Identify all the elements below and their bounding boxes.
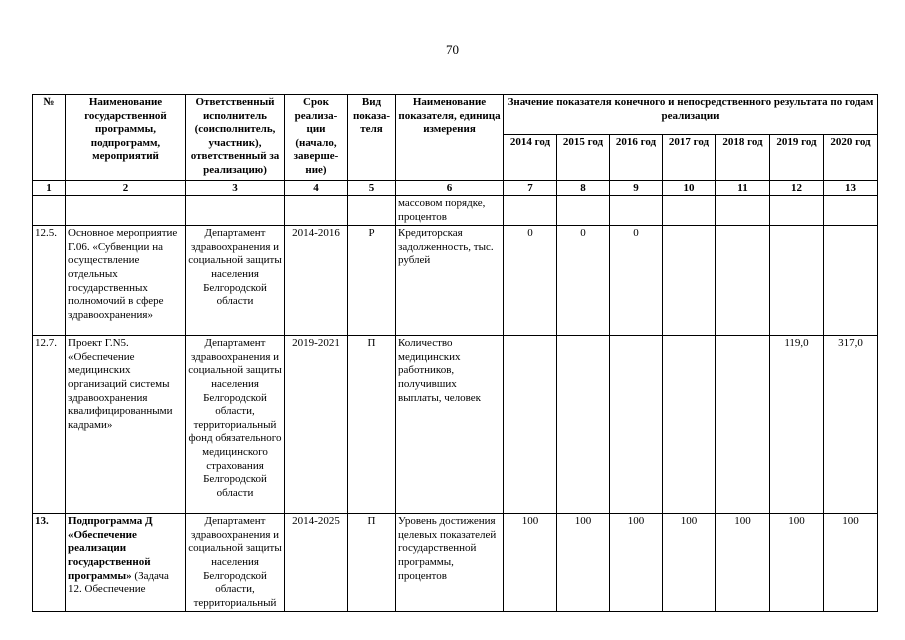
header-year: 2016 год [610, 135, 663, 181]
row-value [824, 196, 878, 226]
row-value [716, 196, 770, 226]
column-number: 4 [285, 181, 348, 196]
row-no: 13. [33, 514, 66, 612]
page-number: 70 [446, 42, 459, 57]
column-number: 6 [396, 181, 504, 196]
row-indicator: Количество медицинских работников, получивших выплаты, человек [396, 336, 504, 514]
row-type: П [348, 514, 396, 612]
column-number: 1 [33, 181, 66, 196]
column-number: 8 [557, 181, 610, 196]
table-row [33, 196, 878, 226]
column-number: 5 [348, 181, 396, 196]
row-name: Проект Г.N5. «Обеспечение медицинских организаций системы здравоохранения квалифицированными кадрами» [66, 336, 186, 514]
header-type: Вид показа-теля [348, 95, 396, 181]
row-value: 0 [610, 226, 663, 336]
column-number: 10 [663, 181, 716, 196]
column-number: 2 [66, 181, 186, 196]
header-row [33, 95, 878, 135]
header-values: Значение показателя конечного и непосредственного результата по годам реализации [504, 95, 878, 135]
row-period [285, 196, 348, 226]
row-indicator: Кредиторская задолженность, тыс. рублей [396, 226, 504, 336]
row-value: 119,0 [770, 336, 824, 514]
row-value: 100 [770, 514, 824, 612]
row-value: 100 [557, 514, 610, 612]
row-name [66, 196, 186, 226]
column-number-row [33, 181, 878, 196]
row-name-bold: Подпрограмма Д «Обеспечение реализации государственной программы» [68, 515, 153, 582]
row-value: 100 [610, 514, 663, 612]
row-value: 0 [557, 226, 610, 336]
row-period: 2019-2021 [285, 336, 348, 514]
row-responsible [186, 196, 285, 226]
row-value: 100 [716, 514, 770, 612]
program-indicators-table [32, 94, 878, 612]
header-responsible: Ответственный исполнитель (соисполнитель, участник), ответственный за реализацию) [186, 95, 285, 181]
row-value [504, 196, 557, 226]
table-row [33, 226, 878, 336]
row-no [33, 196, 66, 226]
column-number: 12 [770, 181, 824, 196]
row-type [348, 196, 396, 226]
row-value [824, 226, 878, 336]
row-value [770, 226, 824, 336]
row-value [663, 336, 716, 514]
header-year: 2017 год [663, 135, 716, 181]
row-type: Р [348, 226, 396, 336]
column-number: 3 [186, 181, 285, 196]
header-period: Срок реализа-ции (начало, заверше-ние) [285, 95, 348, 181]
row-value [557, 336, 610, 514]
row-name: Основное мероприятие Г.06. «Субвенции на осуществление отдельных государственных полномочий в сфере здравоохранения» [66, 226, 186, 336]
row-value [610, 336, 663, 514]
column-number: 13 [824, 181, 878, 196]
row-responsible: Департамент здравоохранения и социальной защиты населения Белгородской области, территориальный [186, 514, 285, 612]
header-year: 2020 год [824, 135, 878, 181]
row-no: 12.5. [33, 226, 66, 336]
header-no: № [33, 95, 66, 181]
column-number: 11 [716, 181, 770, 196]
header-year: 2014 год [504, 135, 557, 181]
row-indicator: Уровень достижения целевых показателей государственной программы, процентов [396, 514, 504, 612]
row-value [504, 336, 557, 514]
row-value: 100 [663, 514, 716, 612]
header-name: Наименование государственной программы, подпрограмм, мероприятий [66, 95, 186, 181]
row-value [610, 196, 663, 226]
row-value: 100 [824, 514, 878, 612]
header-year: 2018 год [716, 135, 770, 181]
row-value [663, 196, 716, 226]
row-responsible: Департамент здравоохранения и социальной защиты населения Белгородской области [186, 226, 285, 336]
row-responsible: Департамент здравоохранения и социальной защиты населения Белгородской области, территориальный фонд обязательного медицинского страхования Белгородской области [186, 336, 285, 514]
row-name-cell [66, 514, 186, 612]
row-period: 2014-2016 [285, 226, 348, 336]
row-no: 12.7. [33, 336, 66, 514]
column-number: 9 [610, 181, 663, 196]
row-value: 100 [504, 514, 557, 612]
row-value [770, 196, 824, 226]
row-value [716, 336, 770, 514]
row-value: 317,0 [824, 336, 878, 514]
row-type: П [348, 336, 396, 514]
row-period: 2014-2025 [285, 514, 348, 612]
table-row [33, 514, 878, 612]
row-name: (Задача 12. Обеспечение [68, 569, 169, 596]
header-year: 2019 год [770, 135, 824, 181]
row-value [716, 226, 770, 336]
row-value [663, 226, 716, 336]
row-indicator: массовом порядке, процентов [396, 196, 504, 226]
header-year: 2015 год [557, 135, 610, 181]
column-number: 7 [504, 181, 557, 196]
row-value [557, 196, 610, 226]
header-indicator: Наименование показателя, единица измерения [396, 95, 504, 181]
row-value: 0 [504, 226, 557, 336]
table-row [33, 336, 878, 514]
